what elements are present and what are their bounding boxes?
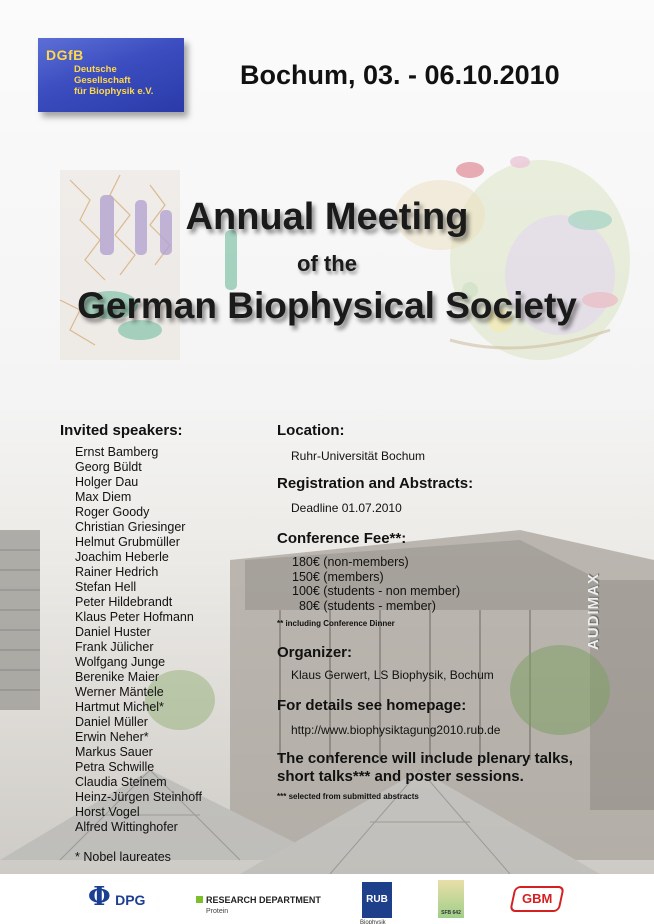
speaker-name: Hartmut Michel* <box>75 700 164 714</box>
logo-line: Deutsche <box>74 64 117 75</box>
homepage-link[interactable]: http://www.biophysiktagung2010.rub.de <box>291 723 501 737</box>
speaker-name: Georg Büldt <box>75 460 142 474</box>
speaker-name: Werner Mäntele <box>75 685 164 699</box>
dpg-symbol: Φ <box>88 882 111 912</box>
details-heading: For details see homepage: <box>277 697 467 714</box>
speaker-name: Petra Schwille <box>75 760 155 774</box>
logo-abbreviation: DGfB <box>46 47 84 63</box>
fee-note: ** including Conference Dinner <box>277 619 395 628</box>
speaker-name: Horst Vogel <box>75 805 140 819</box>
rub-text: RUB <box>366 894 388 905</box>
research-dept-title: RESEARCH DEPARTMENT <box>206 895 321 905</box>
talks-line-1: The conference will include plenary talks, <box>277 750 573 767</box>
green-square-icon <box>196 896 203 903</box>
talks-note: *** selected from submitted abstracts <box>277 792 419 801</box>
speaker-list <box>75 445 202 835</box>
speaker-name: Daniel Huster <box>75 625 151 639</box>
title-line-1: Annual Meeting <box>185 196 469 238</box>
research-department-logo <box>196 890 321 915</box>
logo-line: für Biophysik e.V. <box>74 86 154 97</box>
speaker-name: Roger Goody <box>75 505 150 519</box>
rub-logo <box>360 882 392 924</box>
speaker-name: Alfred Wittinghofer <box>75 820 178 834</box>
speaker-name: Helmut Grubmüller <box>75 535 180 549</box>
event-date: Bochum, 03. - 06.10.2010 <box>240 60 560 90</box>
speaker-name: Frank Jülicher <box>75 640 154 654</box>
speaker-name: Christian Griesinger <box>75 520 186 534</box>
research-dept-sub: Protein <box>206 908 229 915</box>
fee-heading: Conference Fee**: <box>277 530 407 547</box>
location-value: Ruhr-Universität Bochum <box>291 449 426 463</box>
nobel-footnote: * Nobel laureates <box>75 850 171 864</box>
sponsor-footer <box>0 874 654 924</box>
speaker-name: Daniel Müller <box>75 715 148 729</box>
speaker-name: Ernst Bamberg <box>75 445 159 459</box>
speaker-name: Markus Sauer <box>75 745 153 759</box>
talks-line-2: short talks*** and poster sessions. <box>277 768 524 785</box>
speaker-name: Wolfgang Junge <box>75 655 166 669</box>
title-line-3: German Biophysical Society <box>77 285 577 326</box>
audimax-sign: AUDIMAX <box>585 573 602 650</box>
organizer-value: Klaus Gerwert, LS Biophysik, Bochum <box>291 668 494 682</box>
speaker-name: Erwin Neher* <box>75 730 149 744</box>
speaker-name: Klaus Peter Hofmann <box>75 610 194 624</box>
rub-sub: Biophysik <box>360 920 386 924</box>
fee-item: 150€ (members) <box>292 569 384 584</box>
speaker-name: Rainer Hedrich <box>75 565 159 579</box>
speaker-name: Stefan Hell <box>75 580 137 594</box>
dgfb-logo <box>38 38 184 112</box>
title-line-2: of the <box>297 251 357 276</box>
fee-item: 100€ (students - non member) <box>292 584 461 598</box>
speaker-name: Heinz-Jürgen Steinhoff <box>75 790 202 804</box>
speakers-heading: Invited speakers: <box>60 422 183 439</box>
fee-item: 80€ (students - member) <box>299 598 436 613</box>
speaker-name: Max Diem <box>75 490 132 504</box>
speaker-name: Berenike Maier <box>75 670 160 684</box>
speaker-name: Holger Dau <box>75 475 139 489</box>
fee-item: 180€ (non-members) <box>292 555 409 569</box>
dpg-logo <box>88 882 145 912</box>
location-heading: Location: <box>277 422 345 439</box>
organizer-heading: Organizer: <box>277 644 353 661</box>
gbm-logo <box>509 886 565 912</box>
speaker-name: Peter Hildebrandt <box>75 595 173 609</box>
logo-line: Gesellschaft <box>74 75 131 86</box>
speaker-name: Joachim Heberle <box>75 550 169 564</box>
dpg-text: DPG <box>115 892 146 908</box>
gbm-text: GBM <box>521 891 553 906</box>
sfb-logo <box>438 880 464 918</box>
registration-deadline: Deadline 01.07.2010 <box>291 501 402 515</box>
registration-heading: Registration and Abstracts: <box>277 475 474 492</box>
sfb-text: SFB 642 <box>441 910 461 916</box>
speaker-name: Claudia Steinem <box>75 775 167 789</box>
